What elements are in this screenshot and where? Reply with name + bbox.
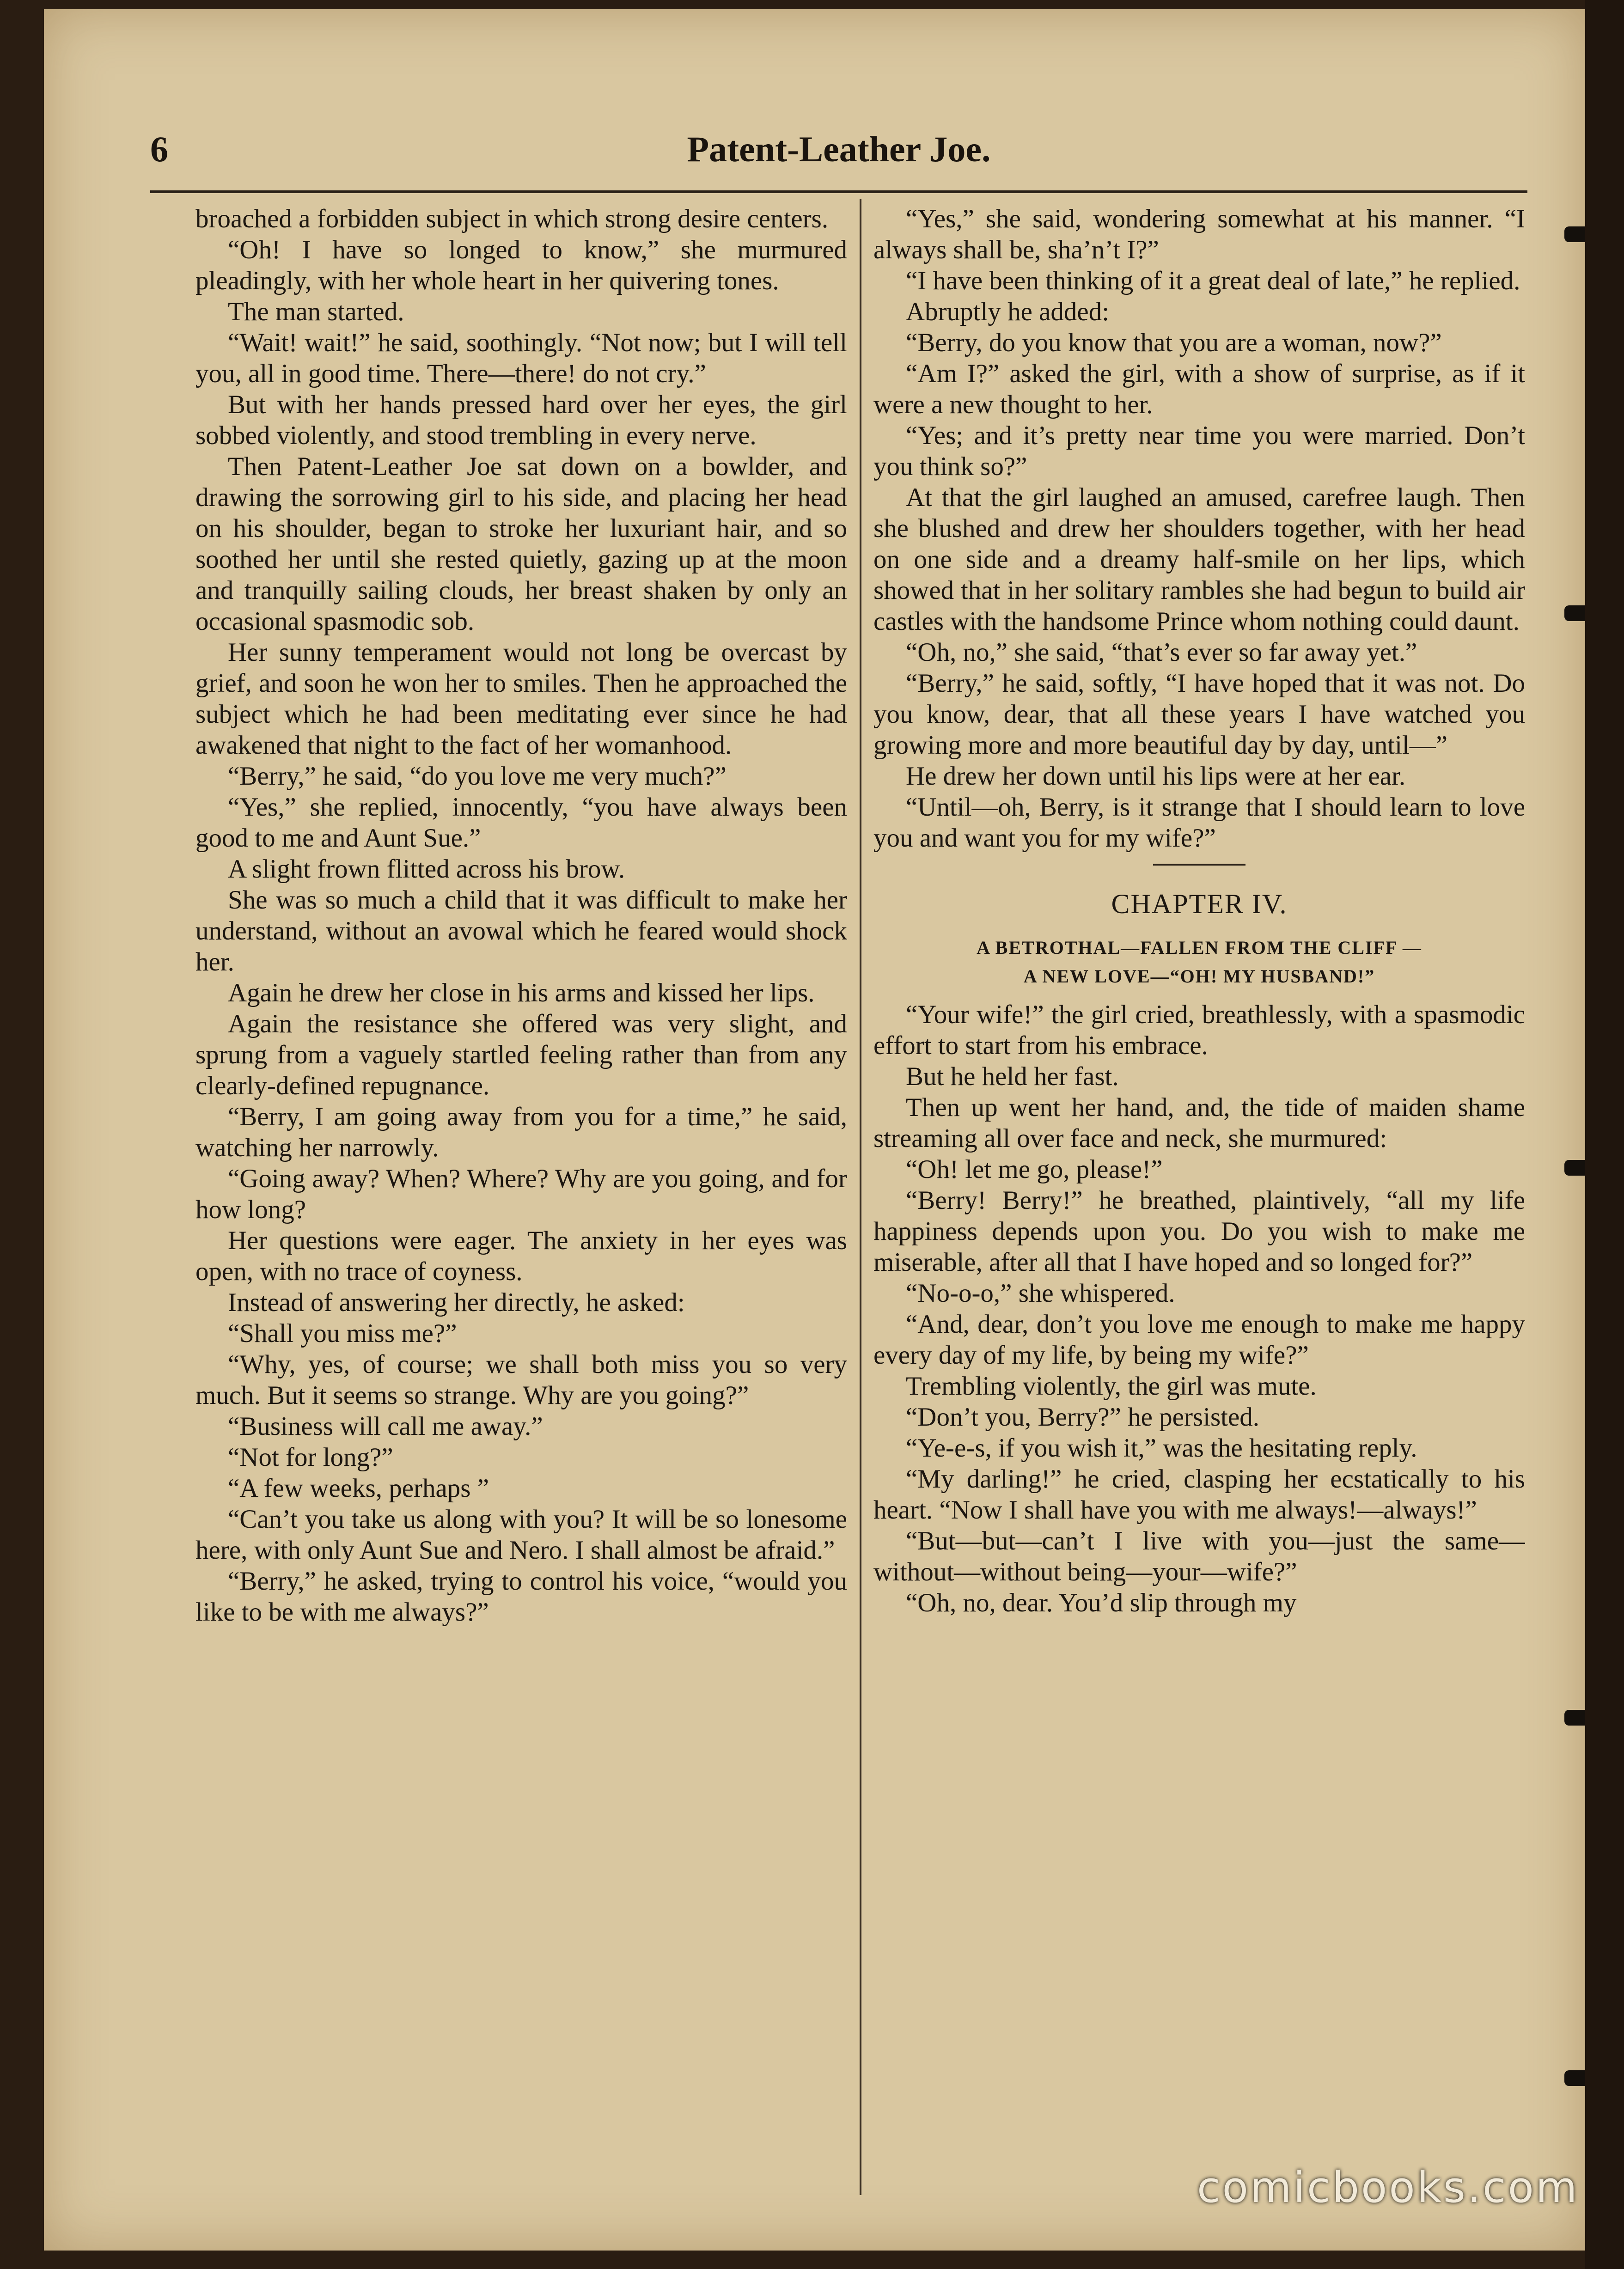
paragraph: Then Patent-Leather Joe sat down on a bowlder, and drawing the sorrowing girl to his side, and placing her head on his shoulder, began to stroke her luxuriant hair, and so soothed her until she rested quietly, gazing up at the moon and tranquilly sailing clouds, her breast shaken by only an occasional spasmodic sob. [195, 452, 847, 636]
paragraph: Trembling violently, the girl was mute. [906, 1372, 1317, 1401]
paragraph: The man started. [228, 297, 404, 326]
paragraph: “I have been thinking of it a great deal of late,” he replied. [906, 266, 1520, 295]
page-header [150, 128, 1527, 179]
paragraph: Her sunny temperament would not long be overcast by grief, and soon he won her to smiles. Then he approached the subject which he had been meditating ever since he had awakened that night to the fact of her womanhood. [195, 638, 847, 760]
page-sheet [44, 9, 1585, 2251]
paragraph: “Business will call me away.” [228, 1412, 543, 1441]
paragraph: “Can’t you take us along with you? It will be so lonesome here, with only Aunt Sue and Nero. I shall almost be afraid.” [195, 1505, 847, 1565]
binding-staple [1564, 226, 1585, 242]
running-title: Patent-Leather Joe. [687, 129, 991, 169]
paragraph: “Am I?” asked the girl, with a show of surprise, as if it were a new thought to her. [873, 359, 1525, 419]
paragraph: “And, dear, don’t you love me enough to make me happy every day of my life, by being my wife?” [873, 1310, 1525, 1370]
left-column [195, 203, 847, 2200]
paragraph: “Oh! I have so longed to know,” she murmured pleadingly, with her whole heart in her quivering tones. [195, 235, 847, 295]
book-spine-edge [1585, 0, 1624, 2269]
page-number: 6 [150, 129, 168, 169]
paragraph: “Berry,” he asked, trying to control his voice, “would you like to be with me always?” [195, 1567, 847, 1627]
paragraph: “Until—oh, Berry, is it strange that I should learn to love you and want you for my wife?” [873, 793, 1525, 853]
paragraph: “Yes; and it’s pretty near time you were married. Don’t you think so?” [873, 421, 1525, 481]
paragraph: “Don’t you, Berry?” he persisted. [906, 1403, 1260, 1432]
paragraph: “Berry, do you know that you are a woman, now?” [906, 328, 1442, 357]
paragraph: But he held her fast. [906, 1062, 1119, 1091]
paragraph: “Yes,” she replied, innocently, “you have always been good to me and Aunt Sue.” [195, 793, 847, 853]
paragraph: But with her hands pressed hard over her eyes, the girl sobbed violently, and stood trembling in every nerve. [195, 390, 847, 450]
paragraph: “A few weeks, perhaps ” [228, 1474, 489, 1503]
chapter-heading: CHAPTER IV. [1111, 889, 1288, 919]
paragraph: “Berry,” he said, “do you love me very much?” [228, 762, 727, 791]
paragraph: “Shall you miss me?” [228, 1319, 457, 1348]
paragraph: “Wait! wait!” he said, soothingly. “Not now; but I will tell you, all in good time. There—there! do not cry.” [195, 328, 847, 388]
binding-staple [1564, 1160, 1585, 1176]
header-rule [150, 190, 1527, 193]
paragraph: “Your wife!” the girl cried, breathlessly, with a spasmodic effort to start from his embrace. [873, 1000, 1525, 1060]
paragraph: Again he drew her close in his arms and kissed her lips. [228, 978, 815, 1007]
paragraph: “But—but—can’t I live with you—just the same—without—without being—your—wife?” [873, 1526, 1525, 1586]
right-column [873, 203, 1525, 2200]
paragraph: “My darling!” he cried, clasping her ecstatically to his heart. “Now I shall have you with me always!—always!” [873, 1464, 1525, 1525]
binding-staple [1564, 605, 1585, 621]
paragraph: “Yes,” she said, wondering somewhat at his manner. “I always shall be, sha’n’t I?” [873, 204, 1525, 264]
chapter-summary-line: A NEW LOVE—“OH! MY HUSBAND!” [1023, 966, 1375, 987]
paragraph: “Why, yes, of course; we shall both miss you so very much. But it seems so strange. Why are you going?” [195, 1350, 847, 1410]
paragraph: “Oh, no,” she said, “that’s ever so far away yet.” [906, 638, 1417, 667]
paragraph: He drew her down until his lips were at her ear. [906, 762, 1406, 791]
chapter-summary-line: A BETROTHAL—FALLEN FROM THE CLIFF — [977, 937, 1422, 958]
column-divider [860, 199, 861, 2195]
paragraph: Her questions were eager. The anxiety in her eyes was open, with no trace of coyness. [195, 1226, 847, 1286]
paragraph: “Going away? When? Where? Why are you going, and for how long? [195, 1164, 847, 1224]
chapter-summary [873, 933, 1525, 991]
paragraph: broached a forbidden subject in which strong desire centers. [195, 204, 829, 233]
paragraph: Abruptly he added: [906, 297, 1110, 326]
paragraph: Instead of answering her directly, he asked: [228, 1288, 685, 1317]
paragraph: Then up went her hand, and, the tide of maiden shame streaming all over face and neck, she murmured: [873, 1093, 1525, 1153]
paragraph: “Berry,” he said, softly, “I have hoped that it was not. Do you know, dear, that all these years I have watched you growing more and more beautiful day by day, until—” [873, 669, 1525, 760]
paragraph: She was so much a child that it was difficult to make her understand, without an avowal which he feared would shock her. [195, 885, 847, 976]
paragraph: A slight frown flitted across his brow. [228, 854, 625, 884]
paragraph: Again the resistance she offered was very slight, and sprung from a vaguely startled feeling rather than from any clearly-defined repugnance. [195, 1009, 847, 1100]
paragraph: “Ye-e-s, if you wish it,” was the hesitating reply. [906, 1433, 1417, 1463]
binding-staple [1564, 1710, 1585, 1726]
paragraph: At that the girl laughed an amused, carefree laugh. Then she blushed and drew her shoulders together, with her head on one side and a dreamy half-smile on her lips, which showed that in her solitary rambles she had begun to build air castles with the handsome Prince whom nothing could daunt. [873, 483, 1525, 636]
site-watermark: comicbooks.com [1197, 2163, 1579, 2212]
paragraph: “Berry! Berry!” he breathed, plaintively, “all my life happiness depends upon you. Do you wish to make me miserable, after all that I have hoped and so longed for?” [873, 1186, 1525, 1277]
paragraph: “Oh, no, dear. You’d slip through my [906, 1588, 1297, 1617]
paragraph: “Oh! let me go, please!” [906, 1155, 1163, 1184]
binding-staple [1564, 2070, 1585, 2086]
paragraph: “Berry, I am going away from you for a time,” he said, watching her narrowly. [195, 1102, 847, 1162]
section-rule [1153, 864, 1245, 866]
paragraph: “No-o-o,” she whispered. [906, 1279, 1175, 1308]
paragraph: “Not for long?” [228, 1443, 393, 1472]
